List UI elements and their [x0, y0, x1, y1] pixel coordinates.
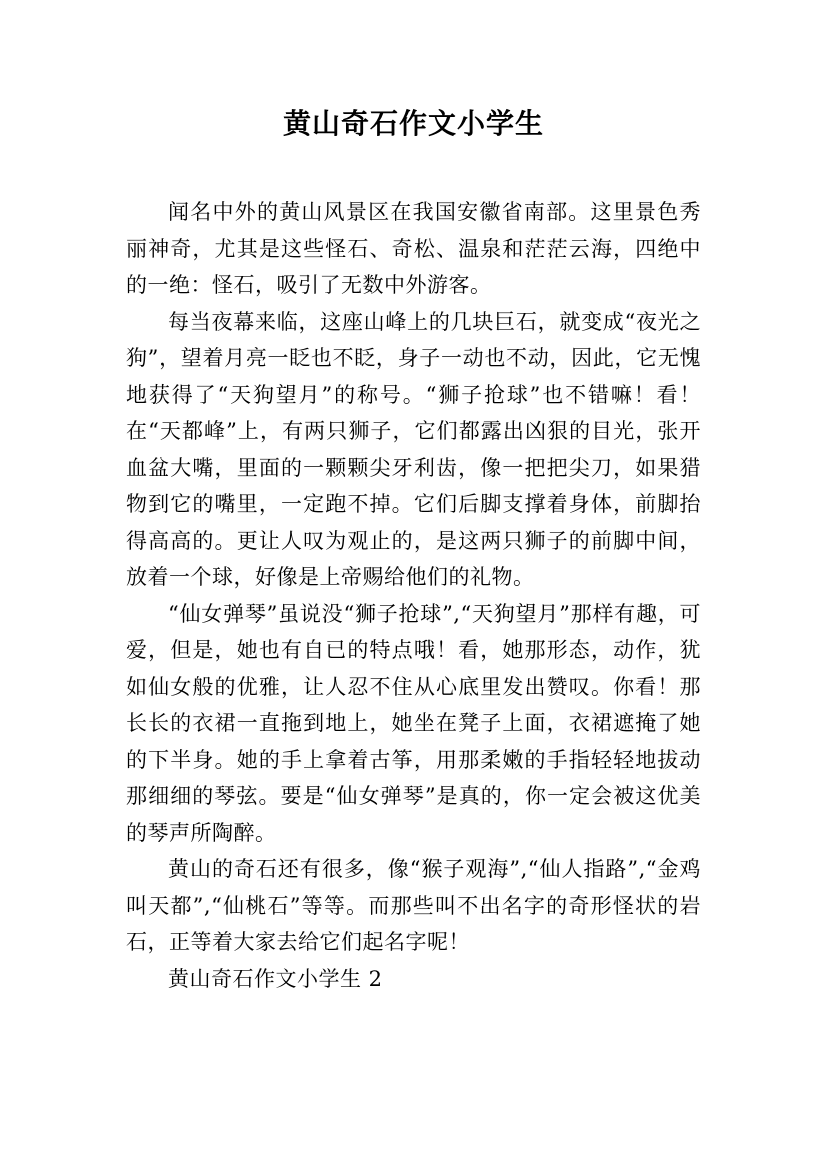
paragraph-section-2-heading: 黄山奇石作文小学生 2 — [168, 966, 383, 991]
document-body — [126, 194, 701, 997]
paragraph-xiannu-tanqin: “仙女弹琴”虽说没“狮子抢球”,“天狗望月”那样有趣，可爱，但是，她也有自已的特点哦！看，她那形态，动作，犹如仙女般的优雅，让人忍不住从心底里发出赞叹。你看！那长长的衣裙一直拖到地上，她坐在凳子上面，衣裙遮掩了她的下半身。她的手上拿着古筝，用那柔嫩的手指轻轻地拔动那细细的琴弦。要是“仙女弹琴”是真的，你一定会被这优美的琴声所陶醉。 — [126, 601, 701, 845]
paragraph-intro: 闻名中外的黄山风景区在我国安徽省南部。这里景色秀丽神奇，尤其是这些怪石、奇松、温泉和茫茫云海，四绝中的一绝：怪石，吸引了无数中外游客。 — [126, 200, 701, 297]
paragraph-more-rocks: 黄山的奇石还有很多，像“猴子观海”,“仙人指路”,“金鸡叫天都”,“仙桃石”等等。而那些叫不出名字的奇形怪状的岩石，正等着大家去给它们起名字呢！ — [126, 857, 701, 954]
paragraph-tiangou-shizi: 每当夜幕来临，这座山峰上的几块巨石，就变成“夜光之狗”，望着月亮一眨也不眨，身子一动也不动，因此，它无愧地获得了“天狗望月”的称号。“狮子抢球”也不错嘛！看！在“天都峰”上，有两只狮子，它们都露出凶狠的目光，张开血盆大嘴，里面的一颗颗尖牙利齿，像一把把尖刀，如果猎物到它的嘴里，一定跑不掉。它们后脚支撑着身体，前脚抬得高高的。更让人叹为观止的，是这两只狮子的前脚中间，放着一个球，好像是上帝赐给他们的礼物。 — [126, 309, 701, 589]
document-title: 黄山奇石作文小学生 — [282, 107, 544, 140]
